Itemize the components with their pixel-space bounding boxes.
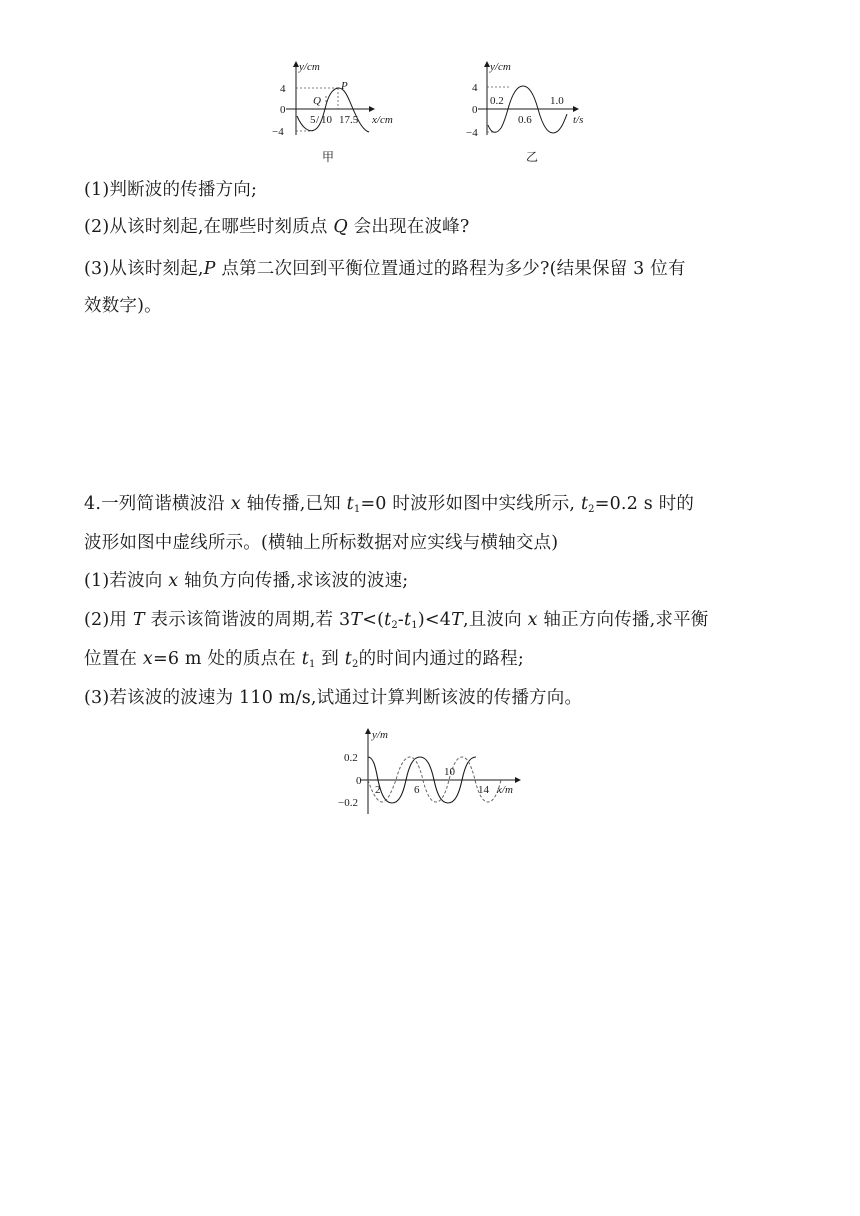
q3-part-3-cont: 效数字)。 [84, 296, 162, 316]
y-tick-neg0-2: −0.2 [338, 797, 358, 809]
x-tick-10: 10 [321, 114, 332, 126]
q3-part-2: (2)从该时刻起,在哪些时刻质点 Q 会出现在波峰? [84, 217, 470, 237]
q4-part-2: (2)用 T 表示该简谐波的周期,若 $3T<(t_2-t_1)<4T$,且波向 x 轴正方向传播,求平衡 [84, 610, 709, 631]
figure-yi [466, 56, 606, 168]
q4-part-3: (3)若该波的波速为 110 m/s,试通过计算判断该波的传播方向。 [84, 688, 583, 708]
caption-jia: 甲 [322, 150, 335, 164]
q3-part-1: (1)判断波的传播方向; [84, 180, 258, 200]
q4-stem-line-1: 4.一列简谐横波沿 x 轴传播,已知 $t_1=0$ 时波形如图中实线所示, $t_2=0.2$ s 时的 [84, 494, 695, 515]
q4-stem-line-2: 波形如图中虚线所示。(横轴上所标数据对应实线与横轴交点) [84, 533, 559, 553]
point-q-label: Q [313, 95, 321, 107]
x-tick-5: 5 [310, 114, 316, 126]
x-tick-14: 14 [478, 784, 489, 796]
t-axis-label: t/s [573, 114, 584, 126]
y-tick-0: 0 [472, 104, 478, 116]
y-axis-label: y/cm [299, 61, 320, 73]
x-axis-label: x/cm [372, 114, 393, 126]
y-tick-neg4: −4 [272, 126, 284, 138]
point-p-label: P [341, 80, 348, 92]
q4-part-2-cont: 位置在 x=6 m 处的质点在 $t_1$ 到 $t_2$的时间内通过的路程; [84, 649, 524, 670]
y-tick-4: 4 [280, 83, 286, 95]
y-tick-4: 4 [472, 82, 478, 94]
x-axis-label: x/m [497, 784, 513, 796]
y-tick-0: 0 [356, 775, 362, 787]
x-tick-10: 10 [444, 766, 455, 778]
y-axis-label: y/m [372, 729, 388, 741]
t-tick-1-0: 1.0 [550, 95, 564, 107]
x-tick-17-5: 17.5 [339, 114, 359, 126]
figure-jia [266, 56, 416, 168]
figure-wave [332, 724, 532, 816]
x-tick-slash: / [316, 114, 320, 126]
y-tick-neg4: −4 [466, 127, 478, 139]
t-tick-0-2: 0.2 [490, 95, 504, 107]
q4-part-1: (1)若波向 x 轴负方向传播,求该波的波速; [84, 571, 409, 591]
caption-yi: 乙 [526, 150, 539, 164]
y-tick-0-2: 0.2 [344, 752, 358, 764]
x-tick-6: 6 [414, 784, 420, 796]
y-axis-label: y/cm [490, 61, 511, 73]
x-tick-2: 2 [375, 784, 381, 796]
y-tick-0: 0 [280, 104, 286, 116]
t-tick-0-6: 0.6 [518, 114, 532, 126]
q3-part-3: (3)从该时刻起,P 点第二次回到平衡位置通过的路程为多少?(结果保留 3 位有 [84, 259, 686, 279]
